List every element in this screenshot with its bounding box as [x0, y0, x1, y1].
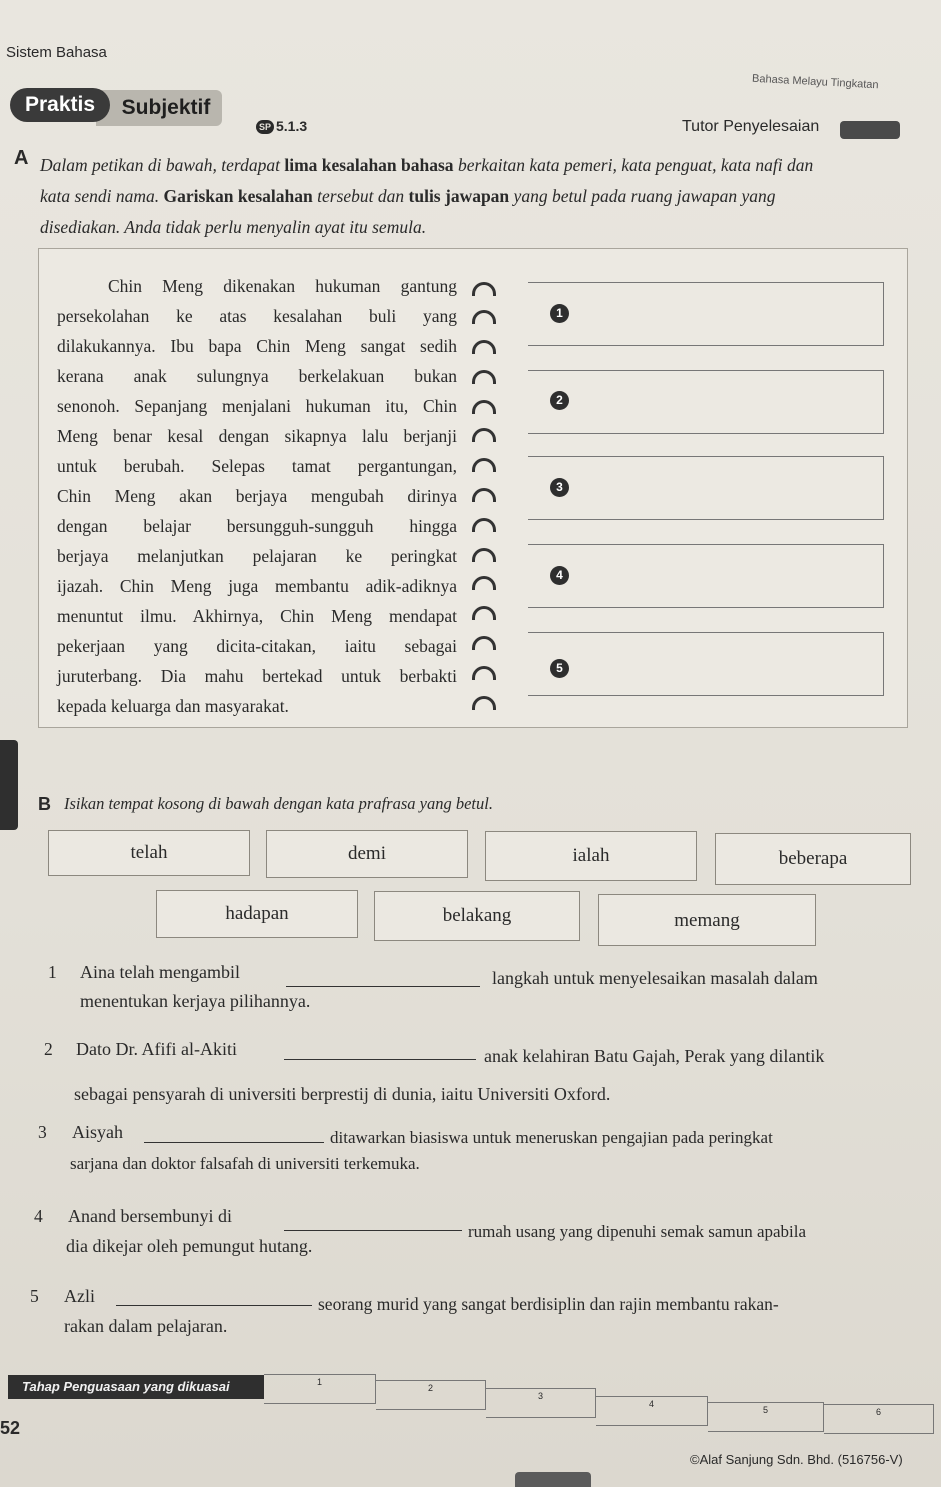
word-bank-item: memang: [598, 894, 816, 946]
question-number: 1: [48, 962, 57, 982]
word-bank-item: demi: [266, 830, 468, 878]
passage-line: kerana anak sulungnya berkelakuan bukan: [57, 366, 457, 386]
answer-blank-1[interactable]: [286, 986, 480, 987]
subject-label: Bahasa Melayu Tingkatan: [752, 72, 880, 92]
instr-part: tersebut dan: [317, 186, 405, 206]
instr-part: berkaitan kata pemeri, kata penguat, kata nafi dan: [457, 155, 814, 175]
answer-box-1[interactable]: [528, 282, 884, 346]
question-text: seorang murid yang sangat berdisiplin dan rajin membantu rakan-: [318, 1294, 779, 1314]
passage-line: Chin Meng dikenakan hukuman gantung: [108, 276, 457, 296]
answer-blank-5[interactable]: [116, 1305, 312, 1306]
mastery-label: Tahap Penguasaan yang dikuasai: [8, 1375, 264, 1399]
tutor-label: Tutor Penyelesaian: [682, 118, 820, 135]
chapter-label: Sistem Bahasa: [6, 44, 107, 61]
question-number: 2: [44, 1039, 53, 1059]
section-b-letter: B: [38, 794, 51, 814]
section-a-letter: A: [14, 147, 29, 169]
answer-number-badge: 4: [550, 566, 569, 585]
question-text: Azli: [64, 1286, 95, 1306]
passage-line: ijazah. Chin Meng juga membantu adik-adiknya: [57, 576, 457, 596]
question-text: langkah untuk menyelesaikan masalah dalam: [492, 968, 818, 988]
question-number: 4: [34, 1206, 43, 1226]
passage-line: Meng benar kesal dengan sikapnya lalu berjanji: [57, 426, 457, 446]
question-text: sebagai pensyarah di universiti berprestij di dunia, iaitu Universiti Oxford.: [74, 1084, 611, 1104]
tab-praktis: Praktis: [10, 88, 110, 122]
question-text: Anand bersembunyi di: [68, 1206, 232, 1226]
section-a-instruction: [40, 150, 935, 243]
copyright-notice: ©Alaf Sanjung Sdn. Bhd. (516756-V): [690, 1452, 903, 1467]
answer-number-badge: 2: [550, 391, 569, 410]
passage-line: persekolahan ke atas kesalahan buli yang: [57, 306, 457, 326]
instr-part: yang betul pada ruang jawapan yang: [513, 186, 776, 206]
question-text: Aisyah: [72, 1122, 123, 1142]
qr-chip: [840, 121, 900, 139]
answer-number-badge: 5: [550, 659, 569, 678]
passage-line: senonoh. Sepanjang menjalani hukuman itu, Chin: [57, 396, 457, 416]
word-bank-item: beberapa: [715, 833, 911, 885]
tab-subjektif: Subjektif: [96, 90, 222, 126]
passage-line: berjaya melanjutkan pelajaran ke peringkat: [57, 546, 457, 566]
question-text: ditawarkan biasiswa untuk meneruskan pengajian pada peringkat: [330, 1128, 773, 1147]
instr-bold: lima kesalahan bahasa: [284, 155, 454, 175]
question-number: 5: [30, 1286, 39, 1306]
standard-code: [256, 118, 307, 134]
instr-part: kata sendi nama.: [40, 186, 160, 206]
instr-bold: Gariskan kesalahan: [163, 186, 313, 206]
answer-blank-3[interactable]: [144, 1142, 324, 1143]
answer-number-badge: 1: [550, 304, 569, 323]
passage-line: dengan belajar bersungguh-sungguh hingga: [57, 516, 457, 536]
passage-line: menuntut ilmu. Akhirnya, Chin Meng mendapat: [57, 606, 457, 626]
word-bank-item: ialah: [485, 831, 697, 881]
passage-line: kepada keluarga dan masyarakat.: [57, 696, 289, 716]
question-text: rakan dalam pelajaran.: [64, 1316, 228, 1336]
mastery-level-cell[interactable]: 5: [708, 1402, 824, 1432]
question-text: Aina telah mengambil: [80, 962, 240, 982]
word-bank-item: hadapan: [156, 890, 358, 938]
passage-line: Chin Meng akan berjaya mengubah dirinya: [57, 486, 457, 506]
mastery-level-cell[interactable]: 4: [596, 1396, 708, 1426]
word-bank-item: telah: [48, 830, 250, 876]
passage-line: juruterbang. Dia mahu bertekad untuk berbakti: [57, 666, 457, 686]
section-b-instruction: Isikan tempat kosong di bawah dengan kata prafrasa yang betul.: [64, 794, 493, 813]
instr-part: Dalam petikan di bawah, terdapat: [40, 155, 280, 175]
question-text: Dato Dr. Afifi al-Akiti: [76, 1039, 237, 1059]
instr-part: disediakan. Anda tidak perlu menyalin ayat itu semula.: [40, 217, 427, 237]
section-side-marker: [0, 740, 18, 830]
word-bank-item: belakang: [374, 891, 580, 941]
instr-bold: tulis jawapan: [408, 186, 510, 206]
mastery-level-cell[interactable]: 1: [264, 1374, 376, 1404]
question-number: 3: [38, 1122, 47, 1142]
question-text: anak kelahiran Batu Gajah, Perak yang dilantik: [484, 1046, 825, 1066]
question-text: sarjana dan doktor falsafah di universiti terkemuka.: [70, 1154, 420, 1173]
bottom-tab-marker: [515, 1472, 591, 1487]
sp-icon: SP: [256, 120, 274, 134]
question-text: menentukan kerjaya pilihannya.: [80, 991, 311, 1011]
question-text: dia dikejar oleh pemungut hutang.: [66, 1236, 313, 1256]
passage-line: dilakukannya. Ibu bapa Chin Meng sangat sedih: [57, 336, 457, 356]
answer-blank-4[interactable]: [284, 1230, 462, 1231]
mastery-level-cell[interactable]: 6: [824, 1404, 934, 1434]
passage-line: untuk berubah. Selepas tamat pergantungan,: [57, 456, 457, 476]
answer-box-5[interactable]: [528, 632, 884, 696]
answer-box-3[interactable]: [528, 456, 884, 520]
answer-box-4[interactable]: [528, 544, 884, 608]
answer-number-badge: 3: [550, 478, 569, 497]
question-text: rumah usang yang dipenuhi semak samun apabila: [468, 1222, 807, 1241]
passage-line: pekerjaan yang dicita-citakan, iaitu sebagai: [57, 636, 457, 656]
mastery-level-cell[interactable]: 3: [486, 1388, 596, 1418]
answer-box-2[interactable]: [528, 370, 884, 434]
standard-code-text: 5.1.3: [276, 118, 308, 134]
page-number: 52: [0, 1418, 21, 1438]
mastery-level-cell[interactable]: 2: [376, 1380, 486, 1410]
answer-blank-2[interactable]: [284, 1059, 476, 1060]
